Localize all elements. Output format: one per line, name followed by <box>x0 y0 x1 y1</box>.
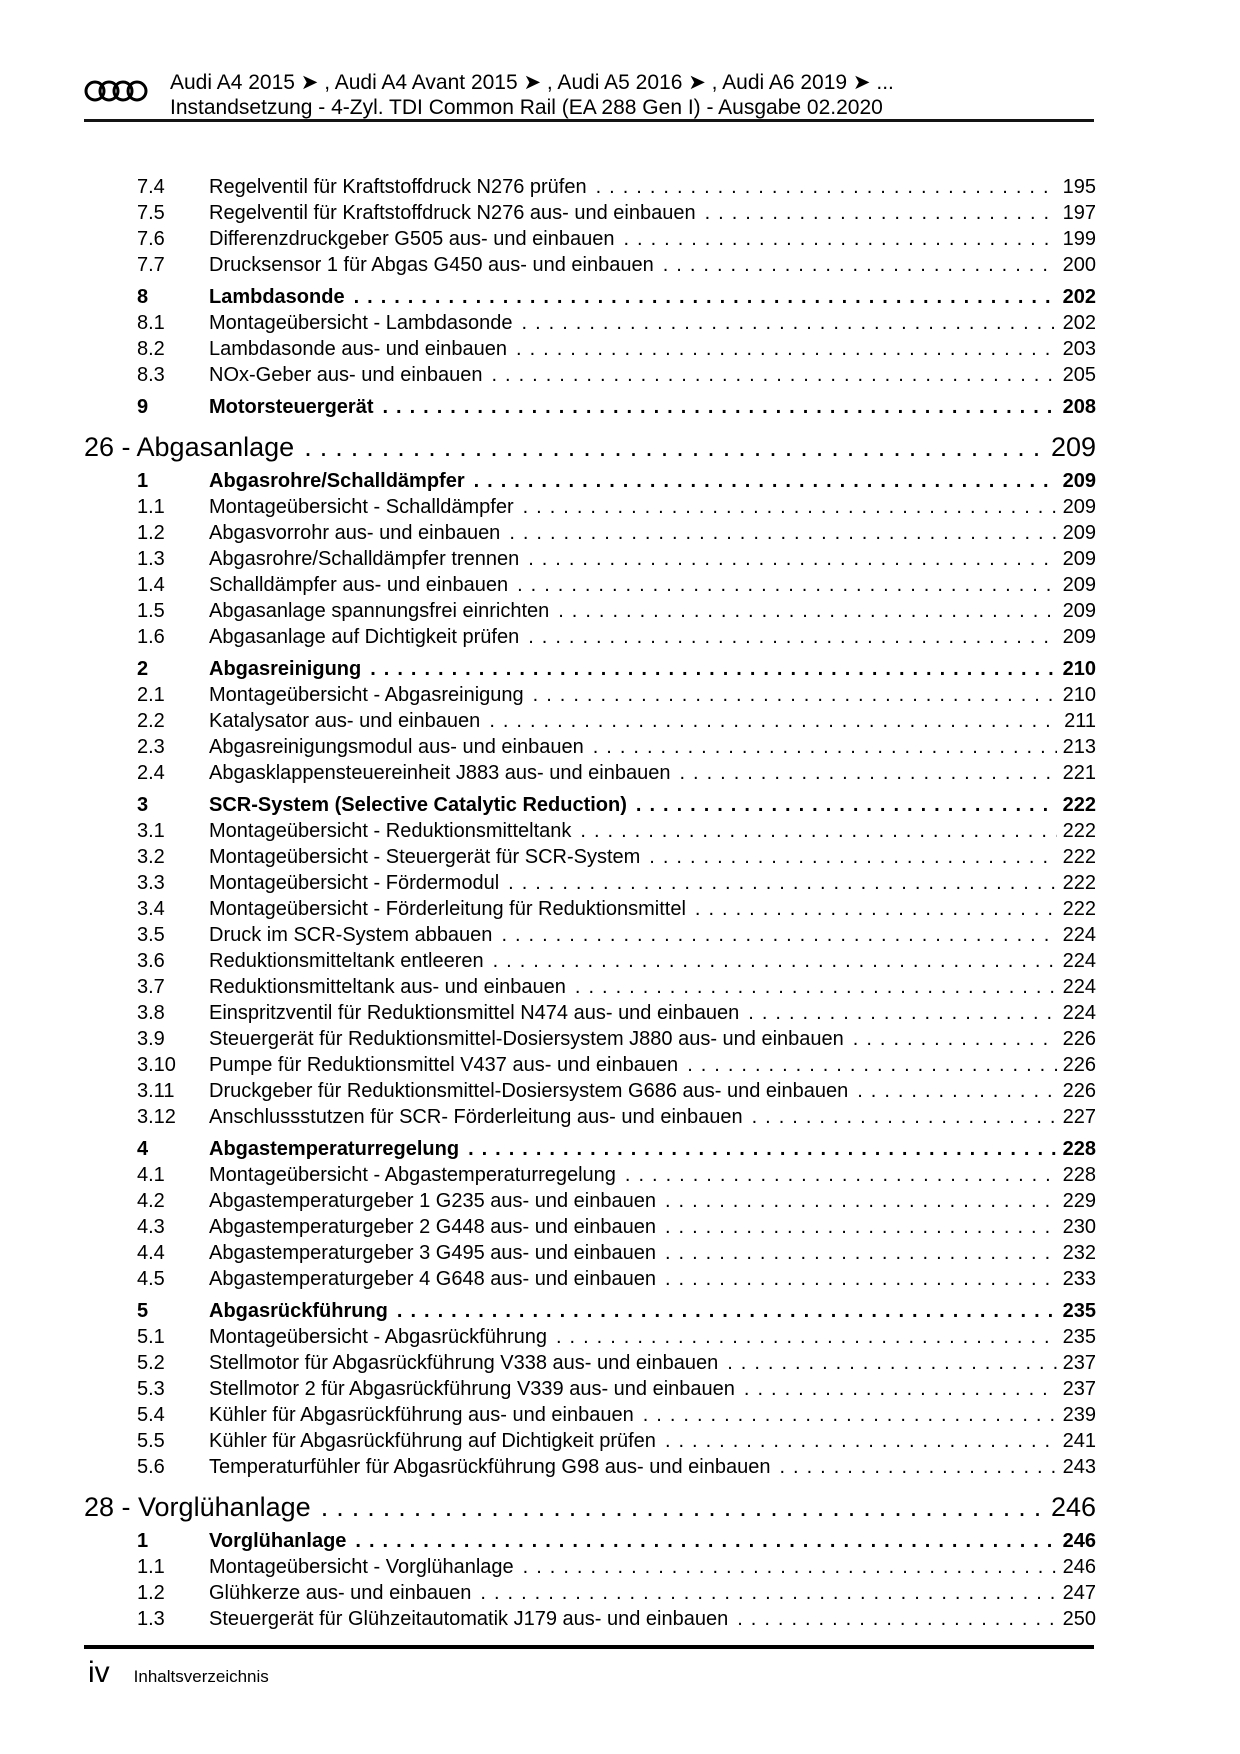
toc-entry-title: Druckgeber für Reduktionsmittel-Dosiersystem G686 aus- und einbauen <box>209 1080 849 1102</box>
toc-entry-number: 8.3 <box>137 364 165 386</box>
toc-entry-page: 221 <box>1062 762 1096 784</box>
dot-leader <box>501 922 1056 948</box>
toc-entry-number: 8 <box>137 286 149 308</box>
toc-entry-number: 1.3 <box>137 1608 165 1630</box>
toc-entry-number: 3.8 <box>137 1002 165 1024</box>
toc-entry-number: 3.6 <box>137 950 165 972</box>
dot-leader <box>523 494 1057 520</box>
toc-entry-number: 3.4 <box>137 898 165 920</box>
toc-entry-page: 230 <box>1062 1216 1096 1238</box>
toc-entry-page: 209 <box>1062 626 1096 648</box>
dot-leader <box>687 1052 1056 1078</box>
toc-entry-number: 5.2 <box>137 1352 165 1374</box>
toc-row[interactable] <box>84 870 1096 896</box>
toc-entry-page: 222 <box>1062 872 1096 894</box>
toc-entry-page: 208 <box>1062 396 1096 418</box>
toc-entry-title: NOx-Geber aus- und einbauen <box>209 364 483 386</box>
dot-leader <box>468 1136 1057 1162</box>
dot-leader <box>665 1188 1057 1214</box>
toc-entry-title: Steuergerät für Glühzeitautomatik J179 aus- und einbauen <box>209 1608 729 1630</box>
dot-leader <box>727 1350 1056 1376</box>
toc-row[interactable] <box>84 520 1096 546</box>
toc-entry-number: 1.1 <box>137 496 165 518</box>
toc-entry-title: Motorsteuergerät <box>209 396 374 418</box>
footer-divider <box>84 1645 1094 1649</box>
toc-entry-number: 5 <box>137 1300 149 1322</box>
toc-entry-page: 203 <box>1062 338 1096 360</box>
dot-leader <box>857 1078 1056 1104</box>
toc-entry-number: 4.1 <box>137 1164 165 1186</box>
toc-entry-page: 200 <box>1062 254 1096 276</box>
toc-entry-number: 2.3 <box>137 736 165 758</box>
toc-entry-page: 226 <box>1062 1028 1096 1050</box>
toc-entry-number: 1 <box>137 1530 149 1552</box>
toc-row[interactable] <box>84 468 1096 494</box>
toc-entry-title: Montageübersicht - Schalldämpfer <box>209 496 514 518</box>
toc-entry-title: Steuergerät für Reduktionsmittel-Dosiersystem J880 aus- und einbauen <box>209 1028 844 1050</box>
toc-row[interactable] <box>84 200 1096 226</box>
footer-page-number: iv <box>88 1656 110 1689</box>
toc-entry-title: Lambdasonde aus- und einbauen <box>209 338 508 360</box>
toc-entry-title: Abgasrohre/Schalldämpfer trennen <box>209 548 520 570</box>
toc-row[interactable] <box>84 922 1096 948</box>
toc-entry-title: Druck im SCR-System abbauen <box>209 924 493 946</box>
toc-entry-page: 246 <box>1050 1492 1096 1522</box>
toc-entry-number: 1.5 <box>137 600 165 622</box>
dot-leader <box>533 682 1057 708</box>
toc-entry-title: Regelventil für Kraftstoffdruck N276 aus- und einbauen <box>209 202 696 224</box>
toc-row[interactable] <box>84 624 1096 650</box>
toc-row[interactable] <box>84 760 1096 786</box>
dot-leader <box>523 1554 1057 1580</box>
toc-entry-title: Anschlussstutzen für SCR- Förderleitung aus- und einbauen <box>209 1106 743 1128</box>
toc-entry-title: Abgastemperaturgeber 2 G448 aus- und einbauen <box>209 1216 656 1238</box>
dot-leader <box>522 310 1057 336</box>
toc-row[interactable] <box>84 432 1096 462</box>
toc-entry-page: 209 <box>1062 522 1096 544</box>
toc-entry-page: 213 <box>1062 736 1096 758</box>
toc-entry-number: 3 <box>137 794 149 816</box>
toc-row[interactable] <box>84 1606 1096 1632</box>
header-models-line: Audi A4 2015 ➤ , Audi A4 Avant 2015 ➤ , Audi A5 2016 ➤ , Audi A6 2019 ➤ ... <box>170 71 894 94</box>
toc-entry-number: 2.4 <box>137 762 165 784</box>
page-header <box>84 70 1094 120</box>
toc-entry-page: 228 <box>1062 1138 1096 1160</box>
toc-entry-number: 5.6 <box>137 1456 165 1478</box>
toc-entry-page: 209 <box>1062 574 1096 596</box>
toc-entry-title: Montageübersicht - Abgastemperaturregelung <box>209 1164 616 1186</box>
dot-leader <box>695 896 1057 922</box>
toc-entry-page: 210 <box>1062 684 1096 706</box>
dot-leader <box>528 624 1056 650</box>
toc-row[interactable] <box>84 1350 1096 1376</box>
dot-leader <box>556 1324 1057 1350</box>
dot-leader <box>508 870 1056 896</box>
toc-entry-title: SCR-System (Selective Catalytic Reduction) <box>209 794 627 816</box>
dot-leader <box>596 174 1057 200</box>
toc-row[interactable] <box>84 1104 1096 1130</box>
toc-entry-title: Abgasreinigung <box>209 658 362 680</box>
dot-leader <box>752 1104 1057 1130</box>
toc-entry-title: Abgasklappensteuereinheit J883 aus- und einbauen <box>209 762 671 784</box>
dot-leader <box>397 1298 1057 1324</box>
toc-entry-number: 3.11 <box>137 1080 175 1102</box>
toc-entry-number: 7.4 <box>137 176 165 198</box>
toc-row[interactable] <box>84 656 1096 682</box>
audi-rings-icon <box>84 79 148 108</box>
toc-row[interactable] <box>84 1428 1096 1454</box>
toc-entry-page: 232 <box>1062 1242 1096 1264</box>
toc-row[interactable] <box>84 1376 1096 1402</box>
toc-entry-page: 233 <box>1062 1268 1096 1290</box>
header-subtitle-line: Instandsetzung - 4-Zyl. TDI Common Rail (EA 288 Gen I) - Ausgabe 02.2020 <box>170 96 883 119</box>
toc-entry-number: 7.6 <box>137 228 165 250</box>
toc-entry-number: 1.1 <box>137 1556 165 1578</box>
toc-entry-number: 8.1 <box>137 312 165 334</box>
dot-leader <box>558 598 1056 624</box>
toc-entry-page: 197 <box>1062 202 1096 224</box>
toc-entry-page: 199 <box>1062 228 1096 250</box>
dot-leader <box>370 656 1056 682</box>
toc-row[interactable] <box>84 362 1096 388</box>
toc-entry-page: 209 <box>1062 470 1096 492</box>
toc-entry-title: 26 - Abgasanlage <box>84 432 295 462</box>
toc-row[interactable] <box>84 792 1096 818</box>
toc-row[interactable] <box>84 1240 1096 1266</box>
dot-leader <box>665 1266 1057 1292</box>
toc-entry-number: 3.2 <box>137 846 165 868</box>
toc-entry-page: 210 <box>1062 658 1096 680</box>
dot-leader <box>593 734 1057 760</box>
toc-row[interactable] <box>84 546 1096 572</box>
toc-entry-number: 4.3 <box>137 1216 165 1238</box>
dot-leader <box>489 708 1058 734</box>
toc-entry-page: 202 <box>1062 312 1096 334</box>
dot-leader <box>517 572 1057 598</box>
table-of-contents <box>84 174 1096 1632</box>
toc-entry-title: Montageübersicht - Lambdasonde <box>209 312 513 334</box>
toc-entry-title: Stellmotor für Abgasrückführung V338 aus- und einbauen <box>209 1352 719 1374</box>
toc-entry-title: Montageübersicht - Abgasrückführung <box>209 1326 547 1348</box>
dot-leader <box>679 760 1056 786</box>
toc-entry-page: 224 <box>1062 950 1096 972</box>
toc-entry-number: 3.3 <box>137 872 165 894</box>
toc-row[interactable] <box>84 1554 1096 1580</box>
toc-entry-number: 3.7 <box>137 976 165 998</box>
toc-entry-page: 224 <box>1062 924 1096 946</box>
toc-entry-page: 237 <box>1062 1352 1096 1374</box>
toc-row[interactable] <box>84 682 1096 708</box>
toc-entry-title: Reduktionsmitteltank aus- und einbauen <box>209 976 566 998</box>
dot-leader <box>355 1528 1056 1554</box>
dot-leader <box>779 1454 1056 1480</box>
toc-row[interactable] <box>84 1188 1096 1214</box>
toc-entry-page: 241 <box>1062 1430 1096 1452</box>
toc-entry-page: 235 <box>1062 1300 1096 1322</box>
toc-entry-title: Abgastemperaturgeber 1 G235 aus- und einbauen <box>209 1190 656 1212</box>
toc-entry-title: Lambdasonde <box>209 286 345 308</box>
header-divider <box>84 119 1094 122</box>
toc-entry-number: 3.5 <box>137 924 165 946</box>
toc-entry-page: 195 <box>1062 176 1096 198</box>
toc-row[interactable] <box>84 1402 1096 1428</box>
toc-entry-title: Regelventil für Kraftstoffdruck N276 prüfen <box>209 176 587 198</box>
toc-row[interactable] <box>84 844 1096 870</box>
toc-row[interactable] <box>84 572 1096 598</box>
toc-entry-title: Abgasanlage auf Dichtigkeit prüfen <box>209 626 520 648</box>
toc-entry-title: Vorglühanlage <box>209 1530 347 1552</box>
dot-leader <box>304 432 1045 462</box>
toc-entry-title: Abgasrohre/Schalldämpfer <box>209 470 465 492</box>
toc-row[interactable] <box>84 1052 1096 1078</box>
toc-row[interactable] <box>84 734 1096 760</box>
toc-entry-title: Glühkerze aus- und einbauen <box>209 1582 472 1604</box>
toc-entry-title: Schalldämpfer aus- und einbauen <box>209 574 509 596</box>
toc-entry-title: Abgasvorrohr aus- und einbauen <box>209 522 501 544</box>
toc-row[interactable] <box>84 974 1096 1000</box>
toc-entry-title: Abgasanlage spannungsfrei einrichten <box>209 600 550 622</box>
toc-entry-number: 2.1 <box>137 684 165 706</box>
dot-leader <box>853 1026 1057 1052</box>
toc-entry-number: 1.2 <box>137 522 165 544</box>
footer-label: Inhaltsverzeichnis <box>133 1667 269 1686</box>
toc-row[interactable] <box>84 1492 1096 1522</box>
toc-entry-title: Montageübersicht - Fördermodul <box>209 872 500 894</box>
toc-entry-page: 224 <box>1062 976 1096 998</box>
dot-leader <box>665 1214 1057 1240</box>
toc-entry-page: 243 <box>1062 1456 1096 1478</box>
toc-entry-page: 222 <box>1062 820 1096 842</box>
toc-row[interactable] <box>84 1000 1096 1026</box>
toc-entry-number: 5.3 <box>137 1378 165 1400</box>
toc-entry-page: 205 <box>1062 364 1096 386</box>
toc-entry-number: 9 <box>137 396 149 418</box>
dot-leader <box>744 1376 1057 1402</box>
toc-entry-number: 1.4 <box>137 574 165 596</box>
toc-entry-page: 235 <box>1062 1326 1096 1348</box>
toc-entry-number: 3.10 <box>137 1054 176 1076</box>
toc-entry-title: Differenzdruckgeber G505 aus- und einbauen <box>209 228 615 250</box>
dot-leader <box>528 546 1056 572</box>
toc-entry-title: Stellmotor 2 für Abgasrückführung V339 aus- und einbauen <box>209 1378 735 1400</box>
toc-row[interactable] <box>84 494 1096 520</box>
toc-entry-number: 2 <box>137 658 149 680</box>
toc-entry-page: 209 <box>1062 496 1096 518</box>
toc-entry-page: 239 <box>1062 1404 1096 1426</box>
toc-entry-title: Abgastemperaturregelung <box>209 1138 460 1160</box>
toc-entry-page: 229 <box>1062 1190 1096 1212</box>
toc-entry-page: 226 <box>1062 1080 1096 1102</box>
toc-row[interactable] <box>84 1266 1096 1292</box>
dot-leader <box>705 200 1057 226</box>
toc-row[interactable] <box>84 1528 1096 1554</box>
dot-leader <box>354 284 1057 310</box>
toc-row[interactable] <box>84 1026 1096 1052</box>
toc-entry-page: 222 <box>1062 898 1096 920</box>
toc-entry-number: 4.2 <box>137 1190 165 1212</box>
toc-entry-number: 5.1 <box>137 1326 165 1348</box>
dot-leader <box>643 1402 1057 1428</box>
toc-entry-page: 209 <box>1050 432 1096 462</box>
toc-entry-page: 211 <box>1064 710 1096 732</box>
toc-entry-page: 246 <box>1062 1530 1096 1552</box>
toc-entry-number: 3.1 <box>137 820 165 842</box>
toc-entry-title: Kühler für Abgasrückführung auf Dichtigkeit prüfen <box>209 1430 656 1452</box>
toc-row[interactable] <box>84 394 1096 420</box>
toc-entry-number: 3.12 <box>137 1106 176 1128</box>
toc-entry-number: 1.3 <box>137 548 165 570</box>
toc-entry-title: Pumpe für Reduktionsmittel V437 aus- und einbauen <box>209 1054 679 1076</box>
toc-row[interactable] <box>84 284 1096 310</box>
toc-entry-number: 4.5 <box>137 1268 165 1290</box>
toc-row[interactable] <box>84 896 1096 922</box>
toc-entry-title: 28 - Vorglühanlage <box>84 1492 311 1522</box>
toc-entry-page: 228 <box>1062 1164 1096 1186</box>
toc-entry-title: Kühler für Abgasrückführung aus- und einbauen <box>209 1404 634 1426</box>
dot-leader <box>748 1000 1056 1026</box>
toc-entry-title: Einspritzventil für Reduktionsmittel N474 aus- und einbauen <box>209 1002 740 1024</box>
toc-row[interactable] <box>84 948 1096 974</box>
page-footer <box>88 1656 269 1690</box>
toc-row[interactable] <box>84 1324 1096 1350</box>
toc-entry-title: Abgasreinigungsmodul aus- und einbauen <box>209 736 584 758</box>
toc-entry-number: 1.2 <box>137 1582 165 1604</box>
dot-leader <box>649 844 1056 870</box>
dot-leader <box>663 252 1057 278</box>
toc-entry-number: 7.7 <box>137 254 165 276</box>
toc-entry-title: Abgastemperaturgeber 3 G495 aus- und einbauen <box>209 1242 656 1264</box>
toc-entry-page: 247 <box>1062 1582 1096 1604</box>
dot-leader <box>636 792 1057 818</box>
toc-row[interactable] <box>84 1078 1096 1104</box>
toc-row[interactable] <box>84 336 1096 362</box>
dot-leader <box>623 226 1056 252</box>
toc-entry-title: Katalysator aus- und einbauen <box>209 710 481 732</box>
dot-leader <box>580 818 1056 844</box>
dot-leader <box>665 1240 1057 1266</box>
toc-row[interactable] <box>84 708 1096 734</box>
dot-leader <box>474 468 1057 494</box>
toc-entry-title: Montageübersicht - Förderleitung für Reduktionsmittel <box>209 898 686 920</box>
dot-leader <box>516 336 1057 362</box>
toc-entry-title: Montageübersicht - Reduktionsmitteltank <box>209 820 572 842</box>
toc-entry-page: 222 <box>1062 794 1096 816</box>
toc-entry-page: 246 <box>1062 1556 1096 1578</box>
toc-entry-page: 237 <box>1062 1378 1096 1400</box>
toc-entry-title: Montageübersicht - Steuergerät für SCR-System <box>209 846 641 868</box>
toc-row[interactable] <box>84 1136 1096 1162</box>
toc-row[interactable] <box>84 1298 1096 1324</box>
toc-entry-number: 4 <box>137 1138 149 1160</box>
dot-leader <box>737 1606 1056 1632</box>
toc-entry-page: 202 <box>1062 286 1096 308</box>
toc-entry-title: Drucksensor 1 für Abgas G450 aus- und einbauen <box>209 254 654 276</box>
dot-leader <box>575 974 1057 1000</box>
toc-row[interactable] <box>84 310 1096 336</box>
dot-leader <box>321 1492 1045 1522</box>
toc-entry-number: 4.4 <box>137 1242 165 1264</box>
dot-leader <box>492 362 1057 388</box>
toc-entry-page: 222 <box>1062 846 1096 868</box>
toc-row[interactable] <box>84 598 1096 624</box>
toc-entry-page: 224 <box>1062 1002 1096 1024</box>
header-text <box>170 70 894 120</box>
dot-leader <box>480 1580 1056 1606</box>
toc-entry-title: Montageübersicht - Vorglühanlage <box>209 1556 514 1578</box>
dot-leader <box>625 1162 1057 1188</box>
toc-entry-title: Montageübersicht - Abgasreinigung <box>209 684 524 706</box>
toc-entry-title: Temperaturfühler für Abgasrückführung G98 aus- und einbauen <box>209 1456 771 1478</box>
toc-row[interactable] <box>84 1454 1096 1480</box>
toc-entry-page: 209 <box>1062 600 1096 622</box>
toc-entry-number: 5.4 <box>137 1404 165 1426</box>
toc-entry-title: Reduktionsmitteltank entleeren <box>209 950 484 972</box>
toc-row[interactable] <box>84 1162 1096 1188</box>
toc-row[interactable] <box>84 174 1096 200</box>
toc-entry-number: 7.5 <box>137 202 165 224</box>
toc-entry-page: 250 <box>1062 1608 1096 1630</box>
toc-row[interactable] <box>84 226 1096 252</box>
toc-row[interactable] <box>84 1580 1096 1606</box>
toc-entry-title: Abgasrückführung <box>209 1300 388 1322</box>
toc-entry-page: 227 <box>1062 1106 1096 1128</box>
toc-entry-number: 2.2 <box>137 710 165 732</box>
toc-row[interactable] <box>84 818 1096 844</box>
toc-entry-number: 3.9 <box>137 1028 165 1050</box>
toc-entry-title: Abgastemperaturgeber 4 G648 aus- und einbauen <box>209 1268 656 1290</box>
dot-leader <box>382 394 1056 420</box>
toc-entry-page: 226 <box>1062 1054 1096 1076</box>
toc-entry-number: 1 <box>137 470 149 492</box>
dot-leader <box>665 1428 1057 1454</box>
toc-entry-number: 5.5 <box>137 1430 165 1452</box>
toc-row[interactable] <box>84 1214 1096 1240</box>
dot-leader <box>509 520 1056 546</box>
toc-row[interactable] <box>84 252 1096 278</box>
toc-entry-number: 1.6 <box>137 626 165 648</box>
dot-leader <box>493 948 1057 974</box>
toc-entry-page: 209 <box>1062 548 1096 570</box>
toc-entry-number: 8.2 <box>137 338 165 360</box>
